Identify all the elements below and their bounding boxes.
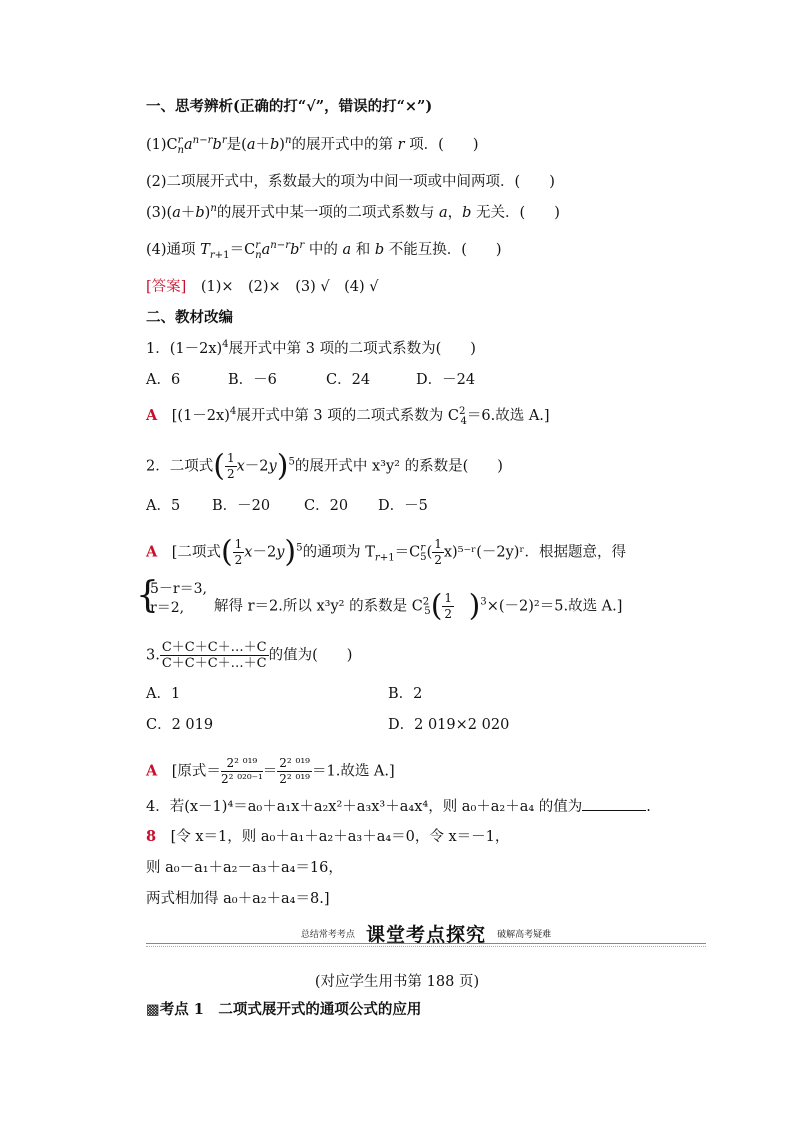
q2-option-a: A．5 — [146, 498, 181, 514]
q2-solution-line2: 解得 r＝2.所以 x³y² 的系数是 $C^2_5$( $\frac{1}{2}$ )$^3$×(－2)²＝5.故选 A.] — [214, 588, 623, 624]
q1-stem: 1．$(1-2x)^4$展开式中第 3 项的二项式系数为( ) — [146, 339, 476, 357]
q3-stem: 3. $\frac{C+C+C+\dots+C}{C+C+C+\dots+C}$ 的值为( ) — [146, 640, 353, 671]
q2-option-b: B．－20 — [212, 498, 271, 514]
topic-heading: ▩考点 1 二项式展开式的通项公式的应用 — [146, 1001, 422, 1018]
judge-item-4: (4)通项 $T_{r+1}=C^r_na^{n-r}b^r$ 中的 a 和 b 不能互换．( ) — [146, 240, 502, 261]
section1-heading: 一、思考辨析(正确的打“√”，错误的打“×”) — [146, 98, 433, 115]
q4-solution-line1: 8 [令 x＝1，则 a₀＋a₁＋a₂＋a₃＋a₄＝0，令 x＝－1， — [146, 828, 510, 845]
q3-option-d: D．2 019×2 020 — [388, 717, 510, 733]
q1-solution: A [$(1-2x)^4$展开式中第 3 项的二项式系数为 $C^2_4=6$.故选 A.] — [146, 406, 550, 427]
banner-rule-dotted — [146, 946, 706, 947]
q3-solution: A [原式＝ $\frac{\text{2² ⁰¹⁹}}{\text{2² ⁰²⁰⁻¹}}$ ＝ $\frac{\text{2² ⁰¹⁹}}{\text{2² ⁰¹⁹}}$ ＝1.故选 A.] — [146, 756, 395, 786]
q1-option-b: B．－6 — [228, 372, 277, 388]
q1-option-d: D．－24 — [416, 372, 476, 388]
q2-solution-line1: A [二项式( $\frac{1}{2}$ x－2y)$^5$的通项为 $T_{r+1}=C^r_5$( $\frac{1}{2}$ x)⁵⁻ʳ(－2y)ʳ．根据题意，得 — [146, 534, 626, 570]
q1-option-c: C．24 — [326, 372, 371, 388]
answer-label: [答案] — [146, 279, 187, 295]
judge-item-3: $(3)(a+b)^n$的展开式中某一项的二项式系数与 a，b 无关．( ) — [146, 203, 560, 221]
q4-solution-line3: 两式相加得 a₀＋a₂＋a₄＝8.] — [146, 891, 330, 907]
brace-top: 5－r＝3, — [150, 581, 207, 597]
answer-text: (1)× (2)× (3) √ (4) √ — [200, 279, 379, 295]
q3-option-b: B．2 — [388, 686, 423, 702]
page-reference: (对应学生用书第 188 页) — [314, 974, 480, 990]
q2-option-d: D．－5 — [378, 498, 428, 514]
judge-item-1: $(1)C^r_na^{n-r}b^r$是$(a+b)^n$的展开式中的第 r 项．( ) — [146, 135, 479, 156]
q1-option-a: A．6 — [146, 372, 181, 388]
q3-option-a: A．1 — [146, 686, 181, 702]
q4-stem: 4．若(x－1)⁴＝a₀＋a₁x＋a₂x²＋a₃x³＋a₄x⁴，则 a₀＋a₂＋a₄ 的值为 . — [146, 799, 651, 815]
answer-blank — [582, 798, 646, 811]
brace: { — [136, 575, 159, 616]
brace-bottom: r＝2, — [150, 600, 185, 616]
answer-row — [146, 277, 378, 297]
section2-heading: 二、教材改编 — [146, 309, 233, 326]
banner-right-text: 破解高考疑难 — [497, 930, 552, 940]
q3-option-c: C．2 019 — [146, 717, 214, 733]
q4-solution-line2: 则 a₀－a₁＋a₂－a₃＋a₄＝16， — [146, 860, 343, 876]
q2-stem: 2．二项式( $\frac{1}{2}$ x－2y)$^5$的展开式中 x³y² 的系数是( ) — [146, 448, 503, 484]
q2-option-c: C．20 — [304, 498, 349, 514]
judge-item-2: (2)二项展开式中，系数最大的项为中间一项或中间两项．( ) — [146, 174, 555, 190]
banner-rule — [146, 943, 706, 944]
banner-left-text: 总结常考考点 — [300, 930, 355, 940]
section-banner — [146, 920, 706, 948]
banner-title: 课堂考点探究 — [365, 924, 486, 946]
